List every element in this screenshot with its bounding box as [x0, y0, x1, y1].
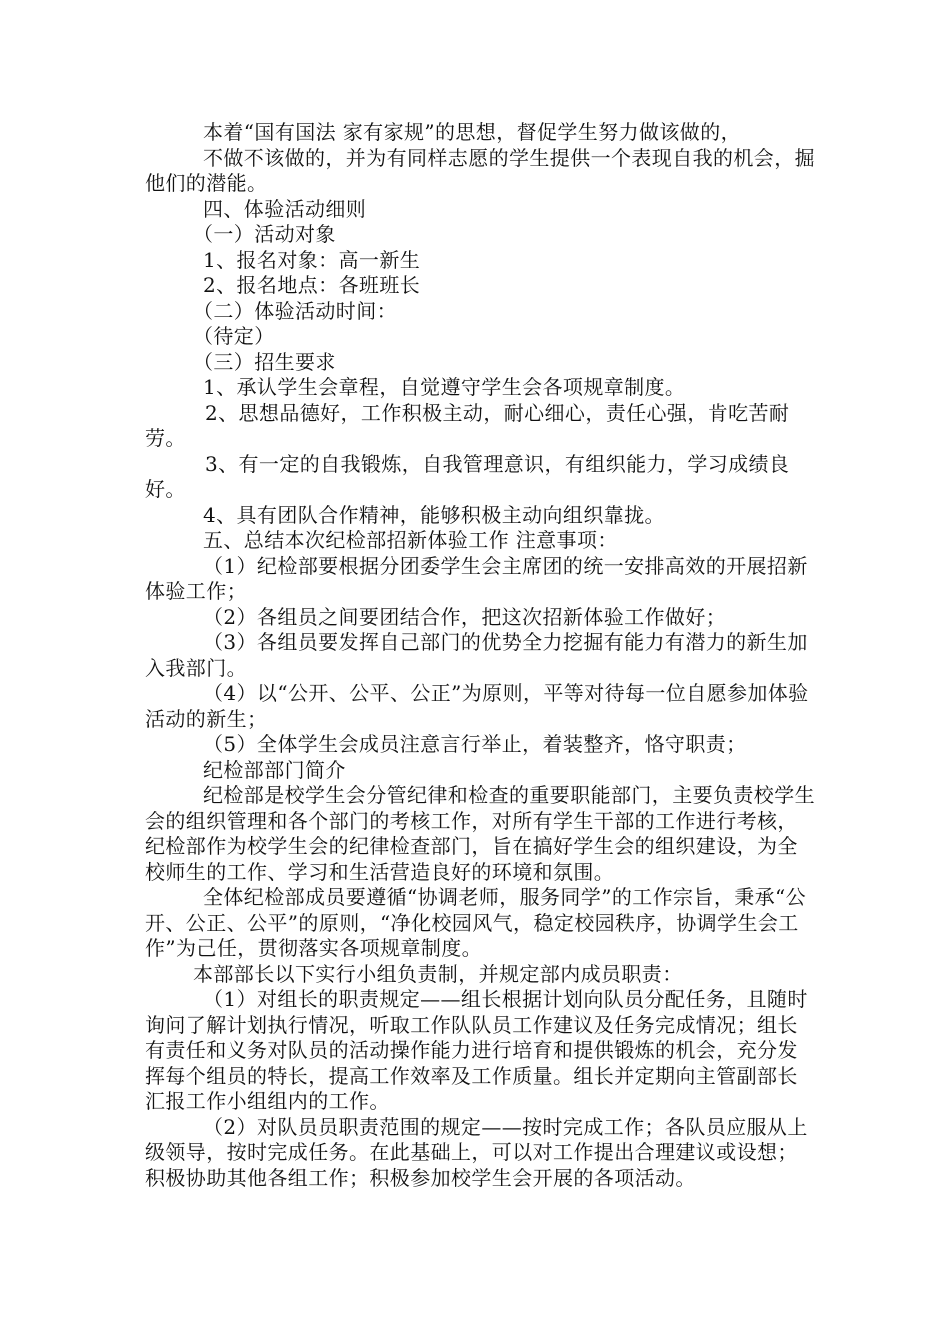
- paragraph: 3、有一定的自我锻炼，自我管理意识，有组织能力，学习成绩良好。: [145, 451, 790, 501]
- paragraph: 纪检部是校学生会分管纪律和检查的重要职能部门，主要负责校学生会的组织管理和各个部门的考核工作，对所有学生干部的工作进行考核，纪检部作为校学生会的纪律检查部门，旨在搞好学生会的组织建设，为全校师生的工作、学习和生活营造良好的环境和氛围。: [145, 783, 815, 884]
- paragraph: （3）各组员要发挥自己部门的优势全力挖掘有能力有潜力的新生加入我部门。: [145, 630, 808, 680]
- paragraph: （2）各组员之间要团结合作，把这次招新体验工作做好；: [203, 604, 727, 629]
- paragraph: （1）纪检部要根据分团委学生会主席团的统一安排高效的开展招新体验工作；: [145, 553, 808, 603]
- paragraph: （待定）: [193, 324, 275, 348]
- paragraph: （二）体验活动时间：: [193, 298, 397, 323]
- paragraph: （5）全体学生会成员注意言行举止，着装整齐，恪守职责；: [203, 732, 747, 756]
- paragraph: 2、思想品德好，工作积极主动，耐心细心，责任心强，肯吃苦耐劳。: [145, 400, 790, 450]
- paragraph: （1）对组长的职责规定——组长根据计划向队员分配任务，且随时询问了解计划执行情况，听取工作队队员工作建议及任务完成情况；组长有责任和义务对队员的活动操作能力进行培育和提供锻炼的机会，充分发挥每个组员的特长，提高工作效率及工作质量。组长并定期向主管副部长汇报工作小组组内的工作。: [145, 987, 808, 1113]
- paragraph: 1、报名对象：高一新生: [203, 247, 421, 272]
- paragraph: 本部部长以下实行小组负责制，并规定部内成员职责：: [193, 961, 683, 986]
- paragraph: 五、总结本次纪检部招新体验工作 注意事项：: [203, 528, 618, 552]
- paragraph: 本着“国有国法 家有家规”的思想，督促学生努力做该做的，: [203, 120, 742, 144]
- paragraph: 1、承认学生会章程，自觉遵守学生会各项规章制度。: [203, 375, 686, 399]
- paragraph: （2）对队员员职责范围的规定——按时完成工作；各队员应服从上级领导，按时完成任务。在此基础上，可以对工作提出合理建议或设想；积极协助其他各组工作；积极参加校学生会开展的各项活动。: [145, 1114, 808, 1190]
- paragraph: 纪检部部门简介: [203, 757, 346, 782]
- paragraph: 不做不该做的，并为有同样志愿的学生提供一个表现自我的机会，掘他们的潜能。: [145, 145, 815, 195]
- paragraph: （三）招生要求: [193, 349, 336, 374]
- paragraph: （一）活动对象: [193, 222, 336, 246]
- paragraph: 全体纪检部成员要遵循“协调老师，服务同学”的工作宗旨，秉承“公开、公正、公平”的原则，“净化校园风气，稳定校园秩序，协调学生会工作”为己任，贯彻落实各项规章制度。: [145, 885, 807, 960]
- paragraph: 4、具有团队合作精神，能够积极主动向组织靠拢。: [203, 502, 665, 527]
- paragraph: 2、报名地点：各班班长: [203, 273, 421, 297]
- document-body: [145, 120, 815, 1191]
- paragraph: （4）以“公开、公平、公正”为原则，平等对待每一位自愿参加体验活动的新生；: [145, 681, 809, 731]
- paragraph: 四、体验活动细则: [203, 196, 367, 221]
